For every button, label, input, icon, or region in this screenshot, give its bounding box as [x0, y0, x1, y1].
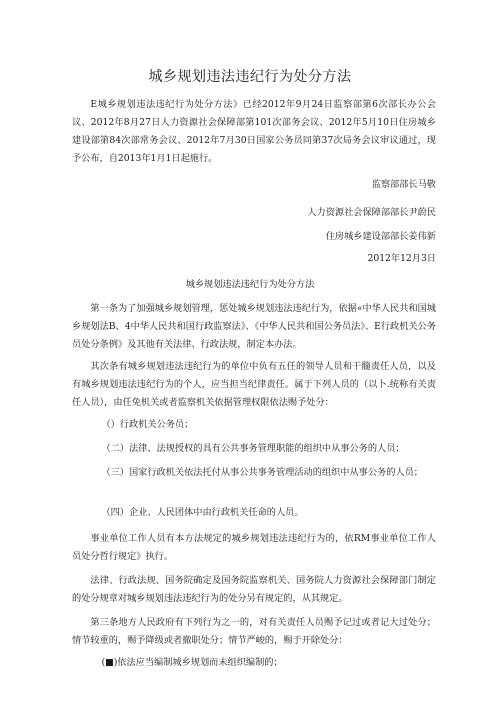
- list-item: (■)依法应当编制城乡规划而未组织编制的；: [101, 657, 283, 668]
- document-subtitle: 城乡规划违法违纪行为处分方法: [185, 279, 315, 290]
- list-item: （三）国家行政机关依法托付从事公共事务管理活动的组织中从事公务的人员；: [101, 467, 423, 478]
- intro-paragraph: E城乡规划违法违纪行为处分方法》已经2012年9月24日监察部第6次部长办公会议、2012年8月27日人力资源社会保障部第101次部务会议、2012年5月10日住房城乡建设部第84次部常务会议、2012年7月30日国家公务员同第37次局务会议审议通过，现予公布，自2013年1月1日起施行。: [72, 99, 436, 164]
- document-title: 城乡规划违法违纪行为处分方法: [148, 69, 352, 85]
- article-public-institution: 事业单位工作人员有本方法规定的城乡规划违法违纪行为的，依RM事业单位工作人员处分哲行规定》执行。: [72, 533, 436, 562]
- document-date: 2012年12月3日: [367, 253, 436, 264]
- article-other-rules: 法律、行政法规、国务院确定及国务院监察机关、国务院人力资源社会保障部门制定的处分规章对城乡规划违法违纪行为的处分另有规定的，从其规定。: [72, 575, 436, 604]
- signature-3: 住房城乡建设部部长姜伟新: [325, 231, 436, 242]
- list-item: （二）法律、法规授权的具有公共事务管理职能的组织中从事公务的人员；: [101, 443, 405, 454]
- list-item: （四）企业、人民团体中由行政机关任命的人员。: [101, 507, 304, 518]
- article-2: 其次条有城乡规划违法违纪行为的单位中负有五任的领导人员和干髓责任人员，以及有城乡规划违法违纪行为的个人，应当担当纪律责任。属于下列人员的（以卜.统称有关责任人员），由任免机关或者监察机关依据管理权限依法赐予处分：: [72, 361, 436, 408]
- signature-2: 人力资源社会保障部部长尹蔚民: [307, 207, 436, 218]
- article-3: 第三条地方人民政府有下列行为之一的，对有关责任人员赐予记过或者记大过处分；情节较重的，赐予降级或者撤职处分；情节严峻的，赐于开除处分：: [72, 617, 436, 646]
- signature-1: 监察部部长马敬: [371, 179, 436, 190]
- list-item: （）行政机关公务员；: [101, 419, 194, 430]
- article-1: 第一条为了加强城乡规划管理，惩处城乡规划违法违纪行为，依据«中华人民共和国城乡规划法B、4中华人民共和国行政监察法》、《中华人民共和国公务员法》、E行政机关公务员处分条例》及其他有关法律、行政法规，制定本办法。: [72, 303, 436, 350]
